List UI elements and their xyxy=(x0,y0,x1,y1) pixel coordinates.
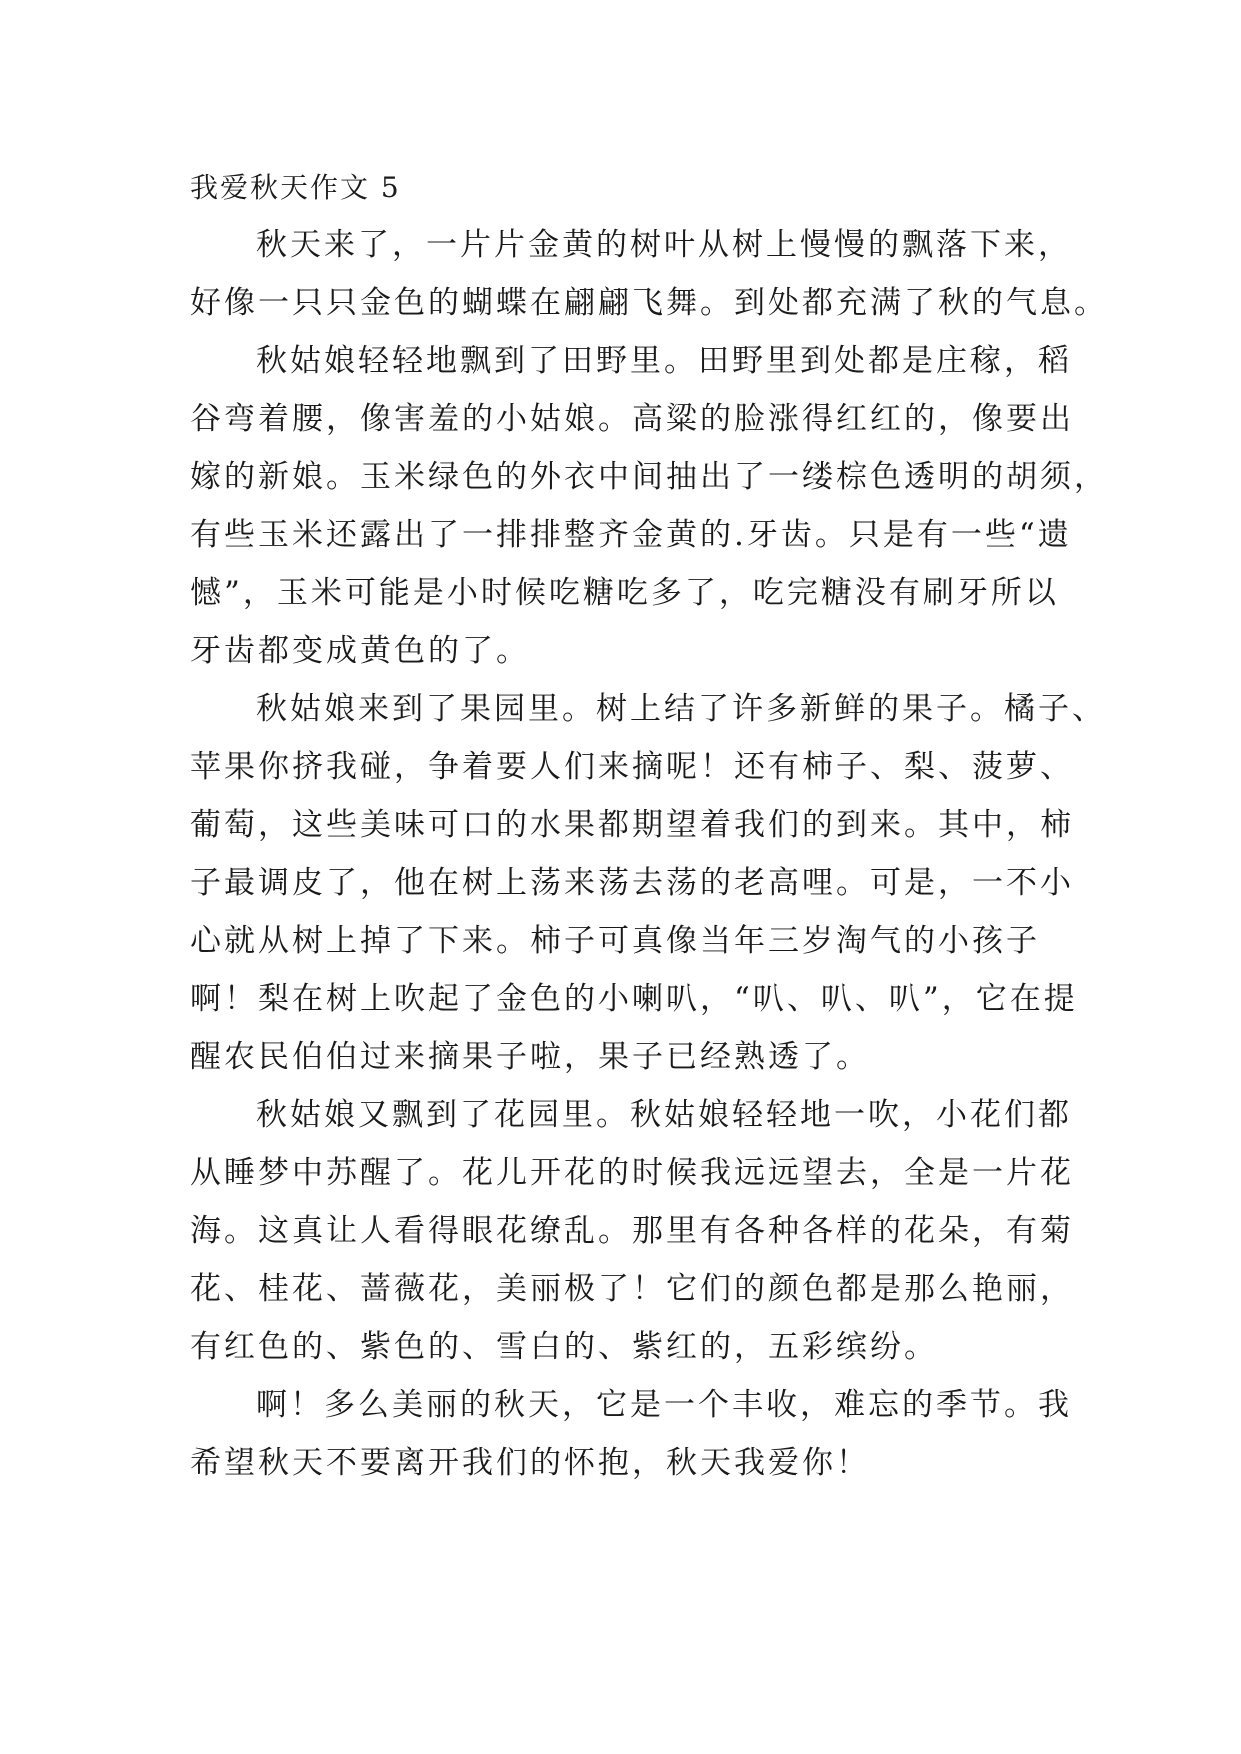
text-line: 嫁的新娘。玉米绿色的外衣中间抽出了一缕棕色透明的胡须， xyxy=(190,459,1108,495)
text-line: 牙齿都变成黄色的了。 xyxy=(190,633,530,669)
text-line: 秋姑娘又飘到了花园里。秋姑娘轻轻地一吹，小花们都 xyxy=(256,1097,1072,1133)
text-line: 花、桂花、蔷薇花，美丽极了！它们的颜色都是那么艳丽， xyxy=(190,1271,1074,1307)
text-line: 苹果你挤我碰，争着要人们来摘呢！还有柿子、梨、菠萝、 xyxy=(190,749,1074,785)
text-line: 秋姑娘轻轻地飘到了田野里。田野里到处都是庄稼，稻 xyxy=(256,343,1072,379)
text-line: 从睡梦中苏醒了。花儿开花的时候我远远望去，全是一片花 xyxy=(190,1155,1074,1191)
paragraph xyxy=(190,1086,1074,1376)
text-line: 子最调皮了，他在树上荡来荡去荡的老高哩。可是，一不小 xyxy=(190,865,1074,901)
text-line: 啊！多么美丽的秋天，它是一个丰收，难忘的季节。我 xyxy=(256,1387,1072,1423)
text-line: 憾”，玉米可能是小时候吃糖吃多了，吃完糖没有刷牙所以 xyxy=(190,575,1059,611)
text-line: 心就从树上掉了下来。柿子可真像当年三岁淘气的小孩子 xyxy=(190,923,1040,959)
text-line: 好像一只只金色的蝴蝶在翩翩飞舞。到处都充满了秋的气息。 xyxy=(190,285,1108,321)
paragraph xyxy=(190,680,1106,1086)
text-line: 秋姑娘来到了果园里。树上结了许多新鲜的果子。橘子、 xyxy=(256,691,1106,727)
document-title: 我爱秋天作文 5 xyxy=(190,171,401,204)
text-line: 有些玉米还露出了一排排整齐金黄的.牙齿。只是有一些“遗 xyxy=(190,517,1072,553)
document-page xyxy=(190,160,1108,1492)
text-line: 有红色的、紫色的、雪白的、紫红的，五彩缤纷。 xyxy=(190,1329,938,1365)
text-line: 希望秋天不要离开我们的怀抱，秋天我爱你！ xyxy=(190,1445,870,1481)
text-line: 海。这真让人看得眼花缭乱。那里有各种各样的花朵，有菊 xyxy=(190,1213,1074,1249)
text-line: 醒农民伯伯过来摘果子啦，果子已经熟透了。 xyxy=(190,1039,870,1075)
paragraph xyxy=(190,332,1108,680)
text-line: 葡萄，这些美味可口的水果都期望着我们的到来。其中，柿 xyxy=(190,807,1074,843)
text-line: 谷弯着腰，像害羞的小姑娘。高粱的脸涨得红红的，像要出 xyxy=(190,401,1074,437)
paragraph xyxy=(190,1376,1070,1492)
text-line: 啊！梨在树上吹起了金色的小喇叭，“叭、叭、叭”，它在提 xyxy=(190,981,1078,1017)
text-line: 秋天来了，一片片金黄的树叶从树上慢慢的飘落下来， xyxy=(256,227,1072,263)
paragraph xyxy=(190,216,1108,332)
